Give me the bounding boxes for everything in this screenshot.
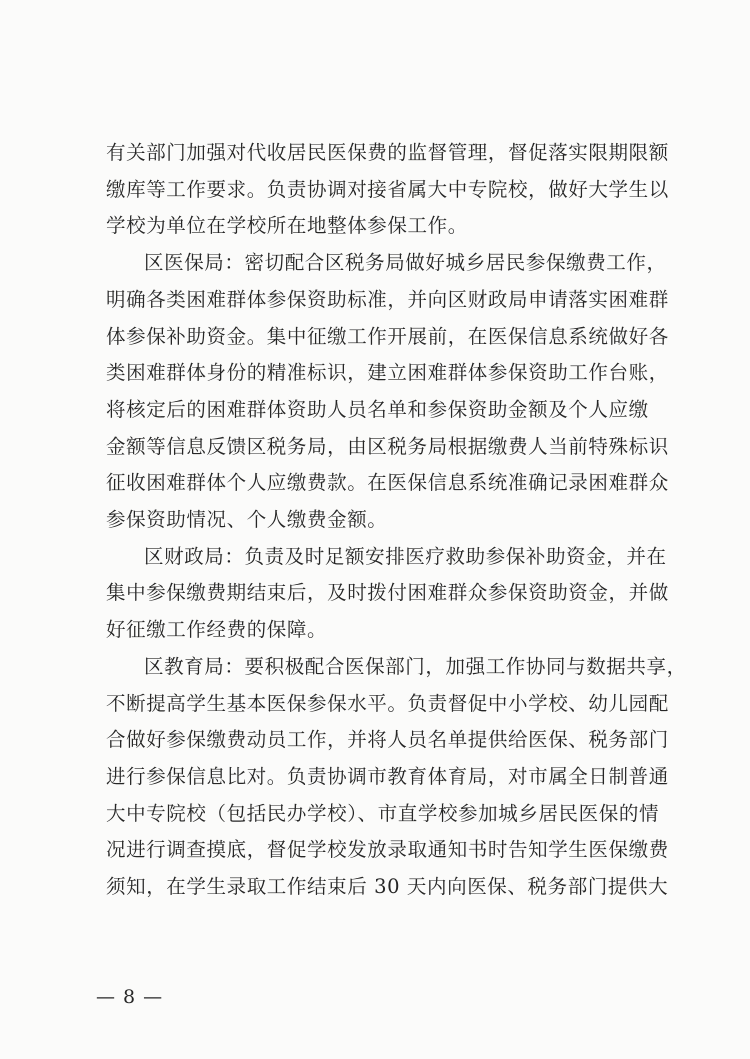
text-line: 区医保局：密切配合区税务局做好城乡居民参保缴费工作，	[144, 251, 667, 275]
text-line: 参保资助情况、个人缴费金额。	[106, 508, 388, 532]
text-line: 征收困难群体个人应缴费款。在医保信息系统准确记录困难群众	[106, 471, 669, 495]
text-line: 有关部门加强对代收居民医保费的监督管理，督促落实限期限额	[106, 141, 669, 164]
text-line: 缴库等工作要求。负责协调对接省属大中专院校，做好大学生以	[106, 177, 669, 201]
text-line: 类困难群体身份的精准标识，建立困难群体参保资助工作台账，	[106, 361, 669, 385]
paragraph-education-bureau	[106, 649, 687, 906]
paragraph-student-insurance-continued	[106, 135, 669, 245]
text-line: 明确各类困难群体参保资助标准，并向区财政局申请落实困难群	[106, 287, 669, 311]
text-line: 进行参保信息比对。负责协调市教育体育局，对市属全日制普通	[106, 764, 669, 788]
body-text	[106, 135, 687, 906]
text-line: 区财政局：负责及时足额安排医疗救助参保补助资金，并在	[144, 544, 667, 568]
text-line: 体参保补助资金。集中征缴工作开展前，在医保信息系统做好各	[106, 324, 669, 348]
text-line: 大中专院校（包括民办学校）、市直学校参加城乡居民医保的情	[106, 801, 660, 825]
text-line: 将核定后的困难群体资助人员名单和参保资助金额及个人应缴	[106, 397, 649, 421]
paragraph-medical-security-bureau	[106, 245, 669, 539]
text-line: 区教育局：要积极配合医保部门，加强工作协同与数据共享，	[144, 654, 687, 678]
text-line: 合做好参保缴费动员工作，并将人员名单提供给医保、税务部门	[106, 728, 669, 752]
text-line: 不断提高学生基本医保参保水平。负责督促中小学校、幼儿园配	[106, 691, 669, 715]
text-line: 集中参保缴费期结束后，及时拨付困难群众参保资助资金，并做	[106, 581, 669, 605]
text-line: 金额等信息反馈区税务局，由区税务局根据缴费人当前特殊标识	[106, 434, 669, 458]
paragraph-finance-bureau	[106, 539, 669, 649]
text-line: 况进行调查摸底，督促学校发放录取通知书时告知学生医保缴费	[106, 838, 669, 862]
text-line: 须知，在学生录取工作结束后 30 天内向医保、税务部门提供大	[106, 875, 669, 899]
page-number: — 8 —	[96, 986, 164, 1008]
text-line: 学校为单位在学校所在地整体参保工作。	[106, 214, 468, 238]
text-line: 好征缴工作经费的保障。	[106, 618, 328, 642]
